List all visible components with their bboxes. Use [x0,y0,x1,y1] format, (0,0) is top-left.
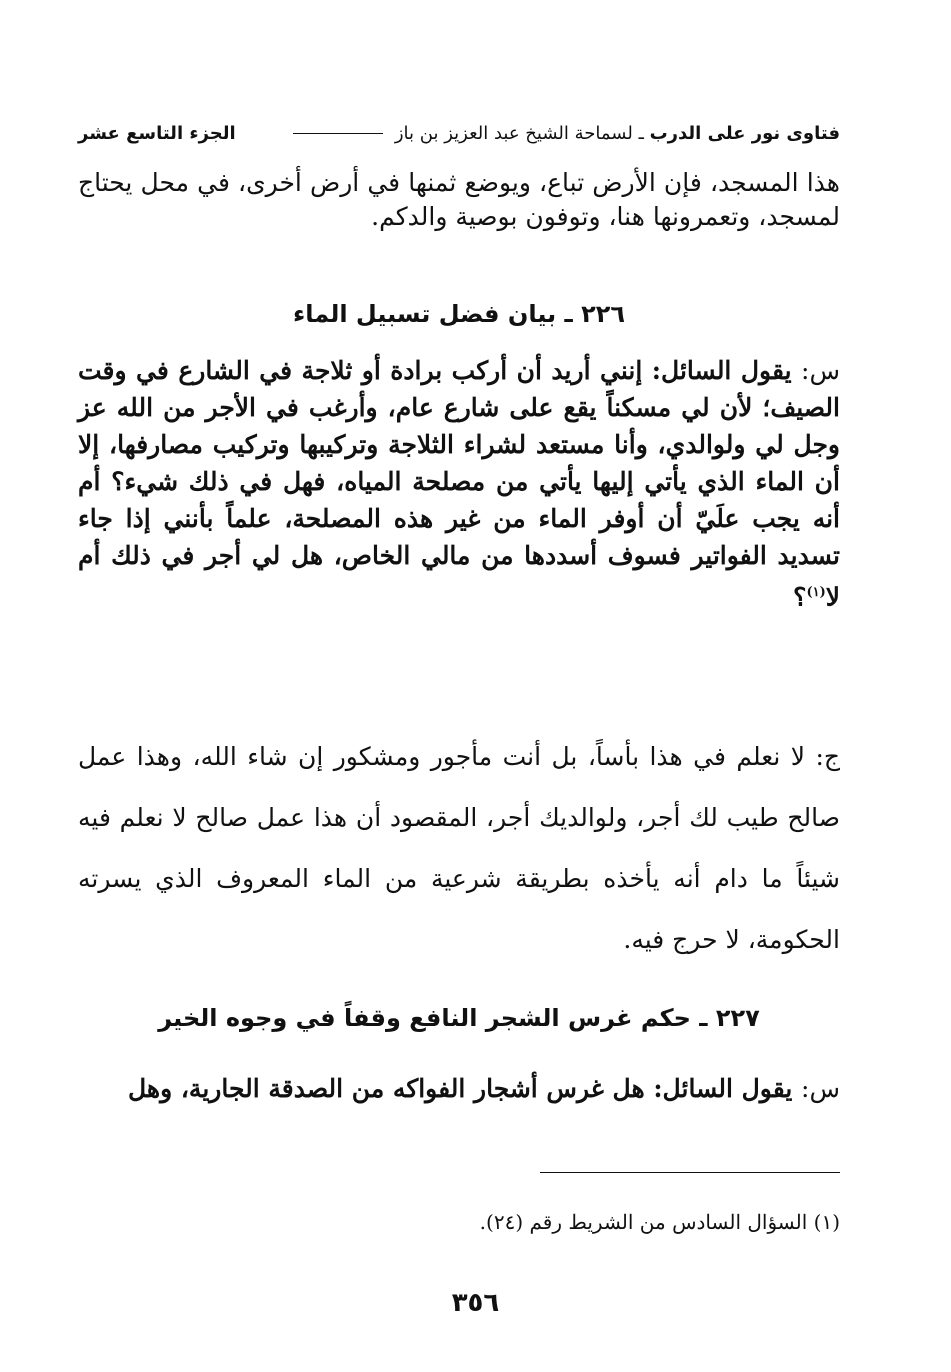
intro-paragraph: هذا المسجد، فإن الأرض تباع، ويوضع ثمنها في أرض أخرى، في محل يحتاج لمسجد، وتعمرونها هنا، وتوفون بوصية والدكم. [78,168,840,231]
running-header [78,118,840,148]
question-text: يقول السائل: إنني أريد أن أركب برادة أو ثلاجة في الشارع في وقت الصيف؛ لأن لي مسكناً يقع على شارع عام، وأرغب في الأجر من الله عز وجل لي ولوالدي، وأنا مستعد لشراء الثلاجة وتركيبها وتركيب مصارفها، إلا أن الماء الذي يأتي إليها يأتي من مصلحة المياه، فهل في ذلك شيء؟ أم أنه يجب علَيّ أن أوفر الماء من غير هذه المصلحة، علماً بأنني إذا جاء تسديد الفواتير فسوف أسددها من مالي الخاص، هل لي أجر في ذلك أم لا [78,356,840,612]
question-label: س: [801,1074,840,1103]
volume-label: الجزء التاسع عشر [78,122,236,144]
page-number: ٣٥٦ [451,1288,500,1318]
answer-label: ج: [815,742,840,771]
footnote-ref[interactable]: (١) [806,585,826,600]
answer-text: لا نعلم في هذا بأساً، بل أنت مأجور ومشكور إن شاء الله، وهذا عمل صالح طيب لك أجر، ولوالديك أجر، المقصود أن هذا عمل صالح لا نعلم فيه شيئاً ما دام أنه يأخذه بطريقة شرعية من الماء المعروف الذي يسرته الحكومة، لا حرج فيه. [78,742,840,954]
question-227 [78,1070,840,1107]
question-end: ؟ [793,582,807,612]
question-text: يقول السائل: هل غرس أشجار الفواكه من الصدقة الجارية، وهل [127,1074,793,1103]
header-dash: ـ [632,122,644,144]
book-title: فتاوى نور على الدرب [649,122,840,144]
answer-226 [78,726,840,970]
question-label: س: [801,356,840,385]
author-name: لسماحة الشيخ عبد العزيز بن باز [394,122,633,144]
section-heading-227: ٢٢٧ ـ حكم غرس الشجر النافع وقفاً في وجوه الخير [158,1004,760,1032]
question-226 [78,352,840,615]
header-rule [293,133,383,134]
header-title-group [287,123,840,144]
footnote: (١) السؤال السادس من الشريط رقم (٢٤). [479,1210,840,1234]
footnote-divider [540,1172,840,1173]
section-heading-226: ٢٢٦ ـ بيان فضل تسبيل الماء [292,300,626,328]
